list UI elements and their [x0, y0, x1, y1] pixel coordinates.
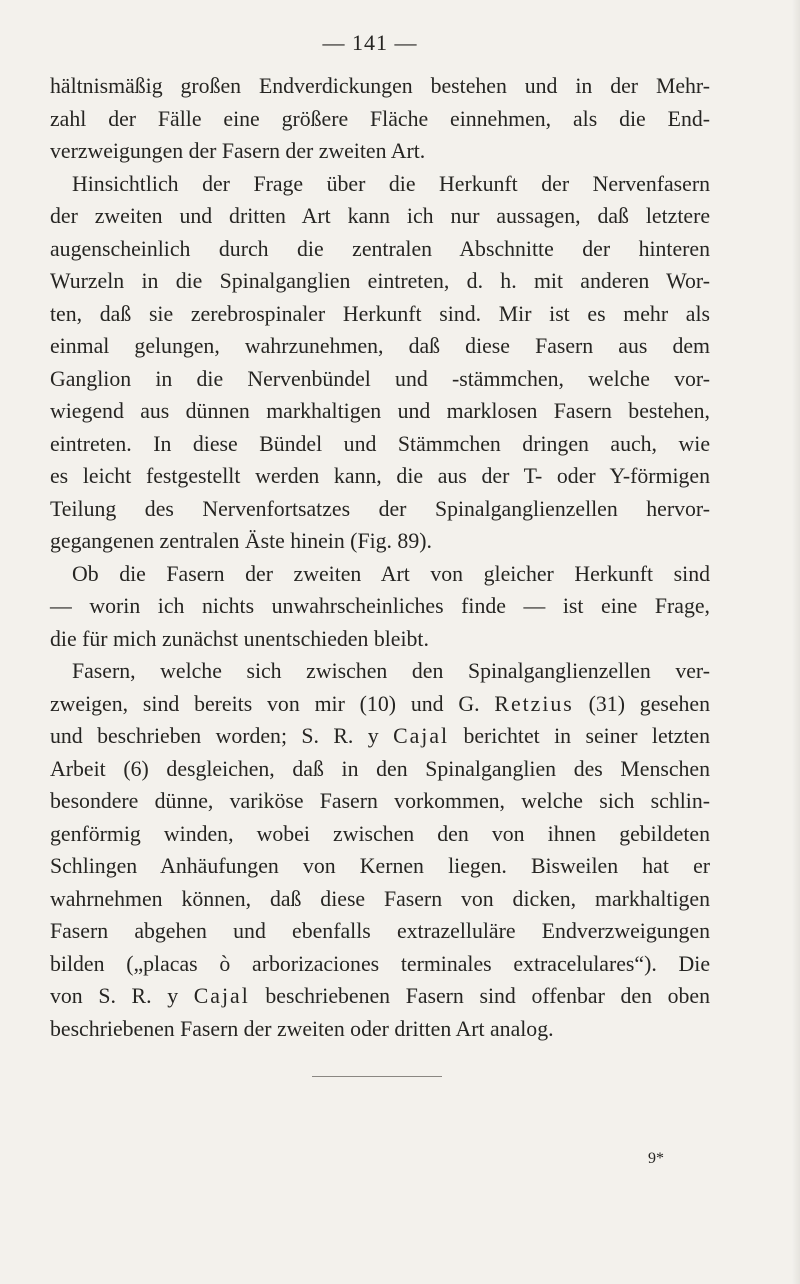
text-line: ten, daß sie zerebrospinaler Herkunft sind. Mir ist es mehr als	[50, 301, 710, 326]
divider-rule	[312, 1076, 442, 1077]
text-line: zweigen, sind bereits von mir (10) und G. Retzius (31) gesehen	[50, 691, 710, 716]
page-edge-shadow	[792, 0, 800, 1284]
text-line: die für mich zunächst unentschieden bleibt.	[50, 626, 429, 651]
text-line: — worin ich nichts unwahrscheinliches finde — ist eine Frage,	[50, 594, 710, 618]
author-name: Cajal	[393, 724, 450, 748]
text-line: Ganglion in die Nervenbündel und -stämmchen, welche vor-	[50, 366, 710, 391]
text-line: Hinsichtlich der Frage über die Herkunft der Nervenfasern	[72, 171, 710, 196]
signature-mark: 9*	[648, 1150, 664, 1167]
author-name: Retzius	[494, 691, 574, 716]
text-line: Teilung des Nervenfortsatzes der Spinalganglienzellen hervor-	[50, 496, 710, 521]
text-line: Fasern abgehen und ebenfalls extrazelluläre Endverzweigungen	[50, 919, 710, 943]
text-line: gegangenen zentralen Äste hinein (Fig. 89).	[50, 529, 432, 553]
text-line: der zweiten und dritten Art kann ich nur aussagen, daß letztere	[50, 204, 710, 228]
text-line: einmal gelungen, wahrzunehmen, daß diese Fasern aus dem	[50, 334, 710, 358]
text-line: besondere dünne, variköse Fasern vorkommen, welche sich schlin-	[50, 789, 710, 813]
text-line: Fasern, welche sich zwischen den Spinalganglienzellen ver-	[72, 659, 710, 683]
text-line: augenscheinlich durch die zentralen Abschnitte der hinteren	[50, 236, 710, 261]
text-line: bilden („placas ò arborizaciones terminales extracelulares“). Die	[50, 951, 710, 976]
text-line: verzweigungen der Fasern der zweiten Art.	[50, 139, 426, 163]
text-line: von S. R. y Cajal beschriebenen Fasern sind offenbar den oben	[50, 984, 711, 1008]
text-line: genförmig winden, wobei zwischen den von ihnen gebildeten	[50, 821, 710, 846]
author-name: Cajal	[193, 984, 250, 1008]
text-line: beschriebenen Fasern der zweiten oder dritten Art analog.	[50, 1016, 554, 1041]
text-line: Arbeit (6) desgleichen, daß in den Spinalganglien des Menschen	[50, 756, 710, 781]
text-line: Schlingen Anhäufungen von Kernen liegen. Bisweilen hat er	[50, 854, 710, 878]
body-text	[50, 70, 710, 1045]
text-line: und beschrieben worden; S. R. y Cajal berichtet in seiner letzten	[50, 724, 710, 748]
text-line: eintreten. In diese Bündel und Stämmchen dringen auch, wie	[50, 431, 710, 456]
text-line: zahl der Fälle eine größere Fläche einnehmen, als die End-	[50, 106, 710, 131]
text-line: es leicht festgestellt werden kann, die aus der T- oder Y-förmigen	[50, 464, 710, 488]
text-line: Ob die Fasern der zweiten Art von gleicher Herkunft sind	[72, 561, 710, 586]
text-line: wahrnehmen können, daß diese Fasern von dicken, markhaltigen	[50, 886, 710, 911]
text-line: hältnismäßig großen Endverdickungen bestehen und in der Mehr-	[50, 74, 710, 98]
text-line: Wurzeln in die Spinalganglien eintreten, d. h. mit anderen Wor-	[50, 269, 710, 293]
page-number: — 141 —	[322, 30, 418, 55]
text-line: wiegend aus dünnen markhaltigen und marklosen Fasern bestehen,	[50, 399, 710, 423]
